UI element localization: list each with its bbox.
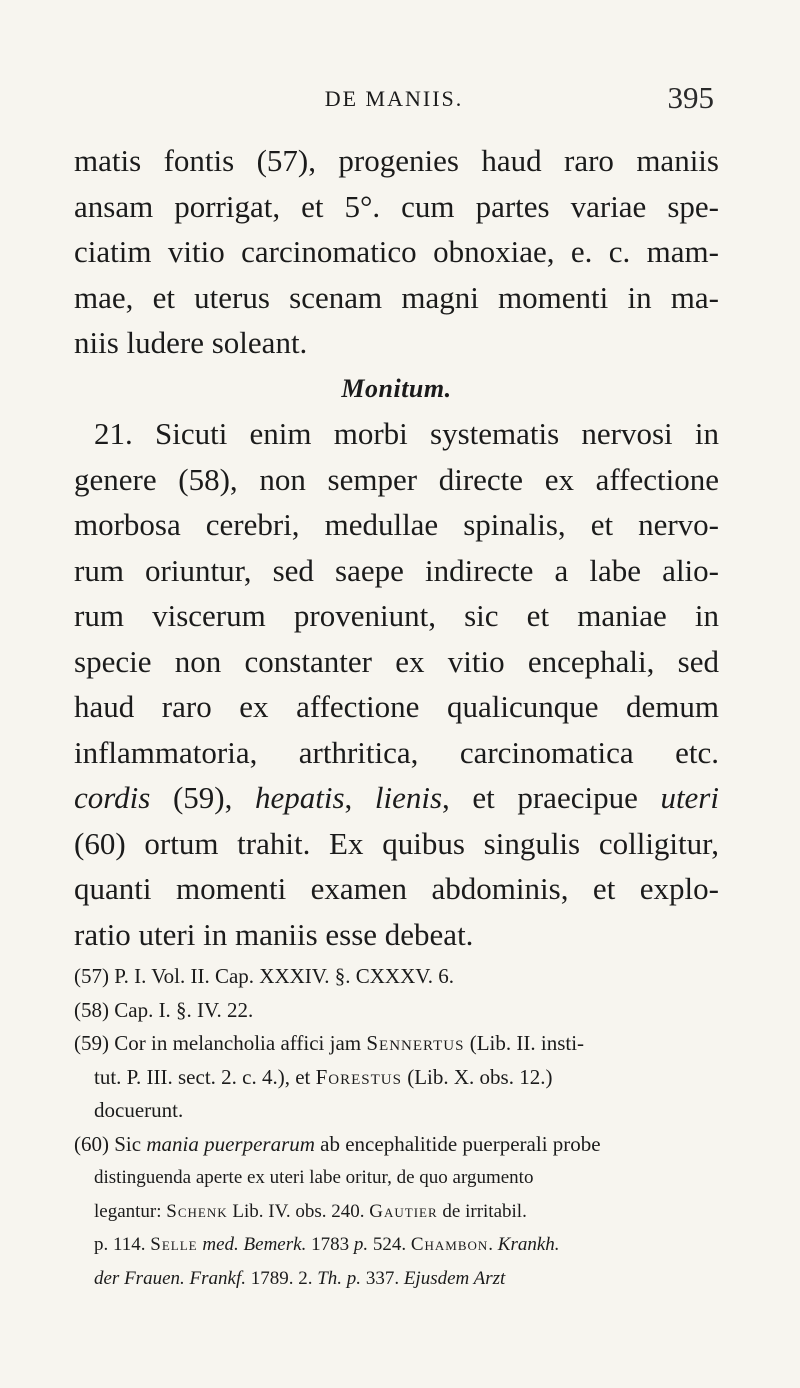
text-fragment: (60) Sic	[74, 1131, 147, 1156]
text-fragment: , et praecipue	[442, 780, 661, 815]
text-line: genere (58), non semper directe ex affectione	[74, 461, 719, 497]
text-line: matis fontis (57), progenies haud raro maniis	[74, 143, 719, 178]
footnote-60-continued	[74, 1228, 719, 1262]
running-head: DE MANIIS.	[324, 86, 464, 111]
text-fragment: 524.	[368, 1234, 411, 1255]
text-line: niis ludere soleant.	[74, 325, 308, 360]
text-line: inflammatoria, arthritica, carcinomatica etc.	[74, 734, 719, 770]
text-line: specie non constanter ex vitio encephali, sed	[74, 643, 719, 679]
footnote-58: (58) Cap. I. §. IV. 22.	[74, 997, 254, 1022]
footnote-59-continued: docuerunt.	[94, 1098, 184, 1122]
footnote-59	[74, 1027, 719, 1061]
author-chambon: Chambon	[410, 1234, 489, 1255]
author-schenk: Schenk	[166, 1200, 228, 1222]
text-line: mae, et uterus scenam magni momenti in ma-	[74, 279, 719, 315]
text-line: haud raro ex affectione qualicunque demum	[74, 689, 719, 724]
section-heading-monitum: Monitum.	[341, 373, 452, 403]
text-fragment: ,	[344, 780, 375, 815]
text-line: quanti momenti examen abdominis, et explo-	[74, 871, 719, 906]
text-line: morbosa cerebri, medullae spinalis, et nervo-	[74, 507, 719, 542]
text-fragment: (Lib. X. obs. 12.)	[401, 1064, 553, 1089]
title-krankh: Krankh.	[497, 1234, 560, 1255]
text-fragment: 337.	[361, 1267, 404, 1289]
text-fragment: p. 114.	[94, 1234, 151, 1255]
text-fragment: (59) Cor in melancholia affici jam	[74, 1031, 367, 1055]
text-line	[74, 775, 719, 821]
footnotes	[74, 960, 719, 1295]
text-fragment: Lib. IV. obs. 240.	[227, 1200, 370, 1222]
text-fragment: ab encephalitide puerperali probe	[314, 1131, 601, 1156]
title-der-frauen: der Frauen. Frankf.	[94, 1267, 246, 1289]
text-line: ciatim vitio carcinomatico obnoxiae, e. c. mam-	[74, 234, 719, 269]
title-med-bemerk: med. Bemerk.	[202, 1234, 307, 1255]
footnote-60-continued	[74, 1195, 719, 1229]
text-fragment: tut. P. III. sect. 2. c. 4.), et	[94, 1064, 316, 1089]
text-fragment: (59),	[150, 780, 255, 815]
author-forestus: Forestus	[315, 1064, 402, 1089]
text-fragment: (Lib. II. insti-	[464, 1031, 585, 1055]
text-line: rum oriuntur, sed saepe indirecte a labe alio-	[74, 552, 719, 588]
term-lienis: lienis	[374, 780, 443, 815]
text-fragment: legantur:	[94, 1200, 167, 1222]
text-fragment: 1783	[306, 1234, 354, 1255]
footnote-60	[74, 1128, 719, 1162]
title-ejusdem-arzt: Ejusdem Arzt	[403, 1267, 506, 1289]
text-fragment: de irritabil.	[437, 1200, 527, 1222]
text-line: (60) ortum trahit. Ex quibus singulis colligitur,	[74, 825, 719, 861]
text-fragment: .	[488, 1234, 498, 1255]
author-selle: Selle	[150, 1234, 198, 1255]
main-text	[74, 138, 719, 957]
text-line: 21. Sicuti enim morbi systematis nervosi in	[94, 416, 719, 451]
footnote-60-continued	[74, 1262, 719, 1296]
term-uteri: uteri	[660, 780, 719, 815]
author-gautier: Gautier	[369, 1200, 438, 1222]
term-hepatis: hepatis	[254, 780, 345, 815]
page-number: 395	[667, 80, 714, 115]
page-header	[74, 80, 714, 126]
volume-abbrev: Th. p.	[317, 1267, 362, 1289]
text-line: rum viscerum proveniunt, sic et maniae in	[74, 598, 719, 633]
footnote-57: (57) P. I. Vol. II. Cap. XXXIV. §. CXXXV. 6.	[74, 964, 454, 988]
footnote-divider	[74, 914, 719, 915]
text-line: ansam porrigat, et 5°. cum partes variae spe-	[74, 188, 719, 224]
author-sennertus: Sennertus	[366, 1031, 465, 1055]
footnote-60-continued: distinguenda aperte ex uteri labe oritur, de quo argumento	[94, 1167, 534, 1188]
footnote-59-continued	[74, 1061, 719, 1095]
text-line: ratio uteri in maniis esse debeat.	[74, 916, 474, 952]
term-cordis: cordis	[74, 780, 151, 815]
page-abbrev: p.	[353, 1234, 369, 1255]
term-mania-puerperarum: mania puerperarum	[146, 1131, 315, 1156]
text-fragment: 1789. 2.	[245, 1267, 318, 1289]
